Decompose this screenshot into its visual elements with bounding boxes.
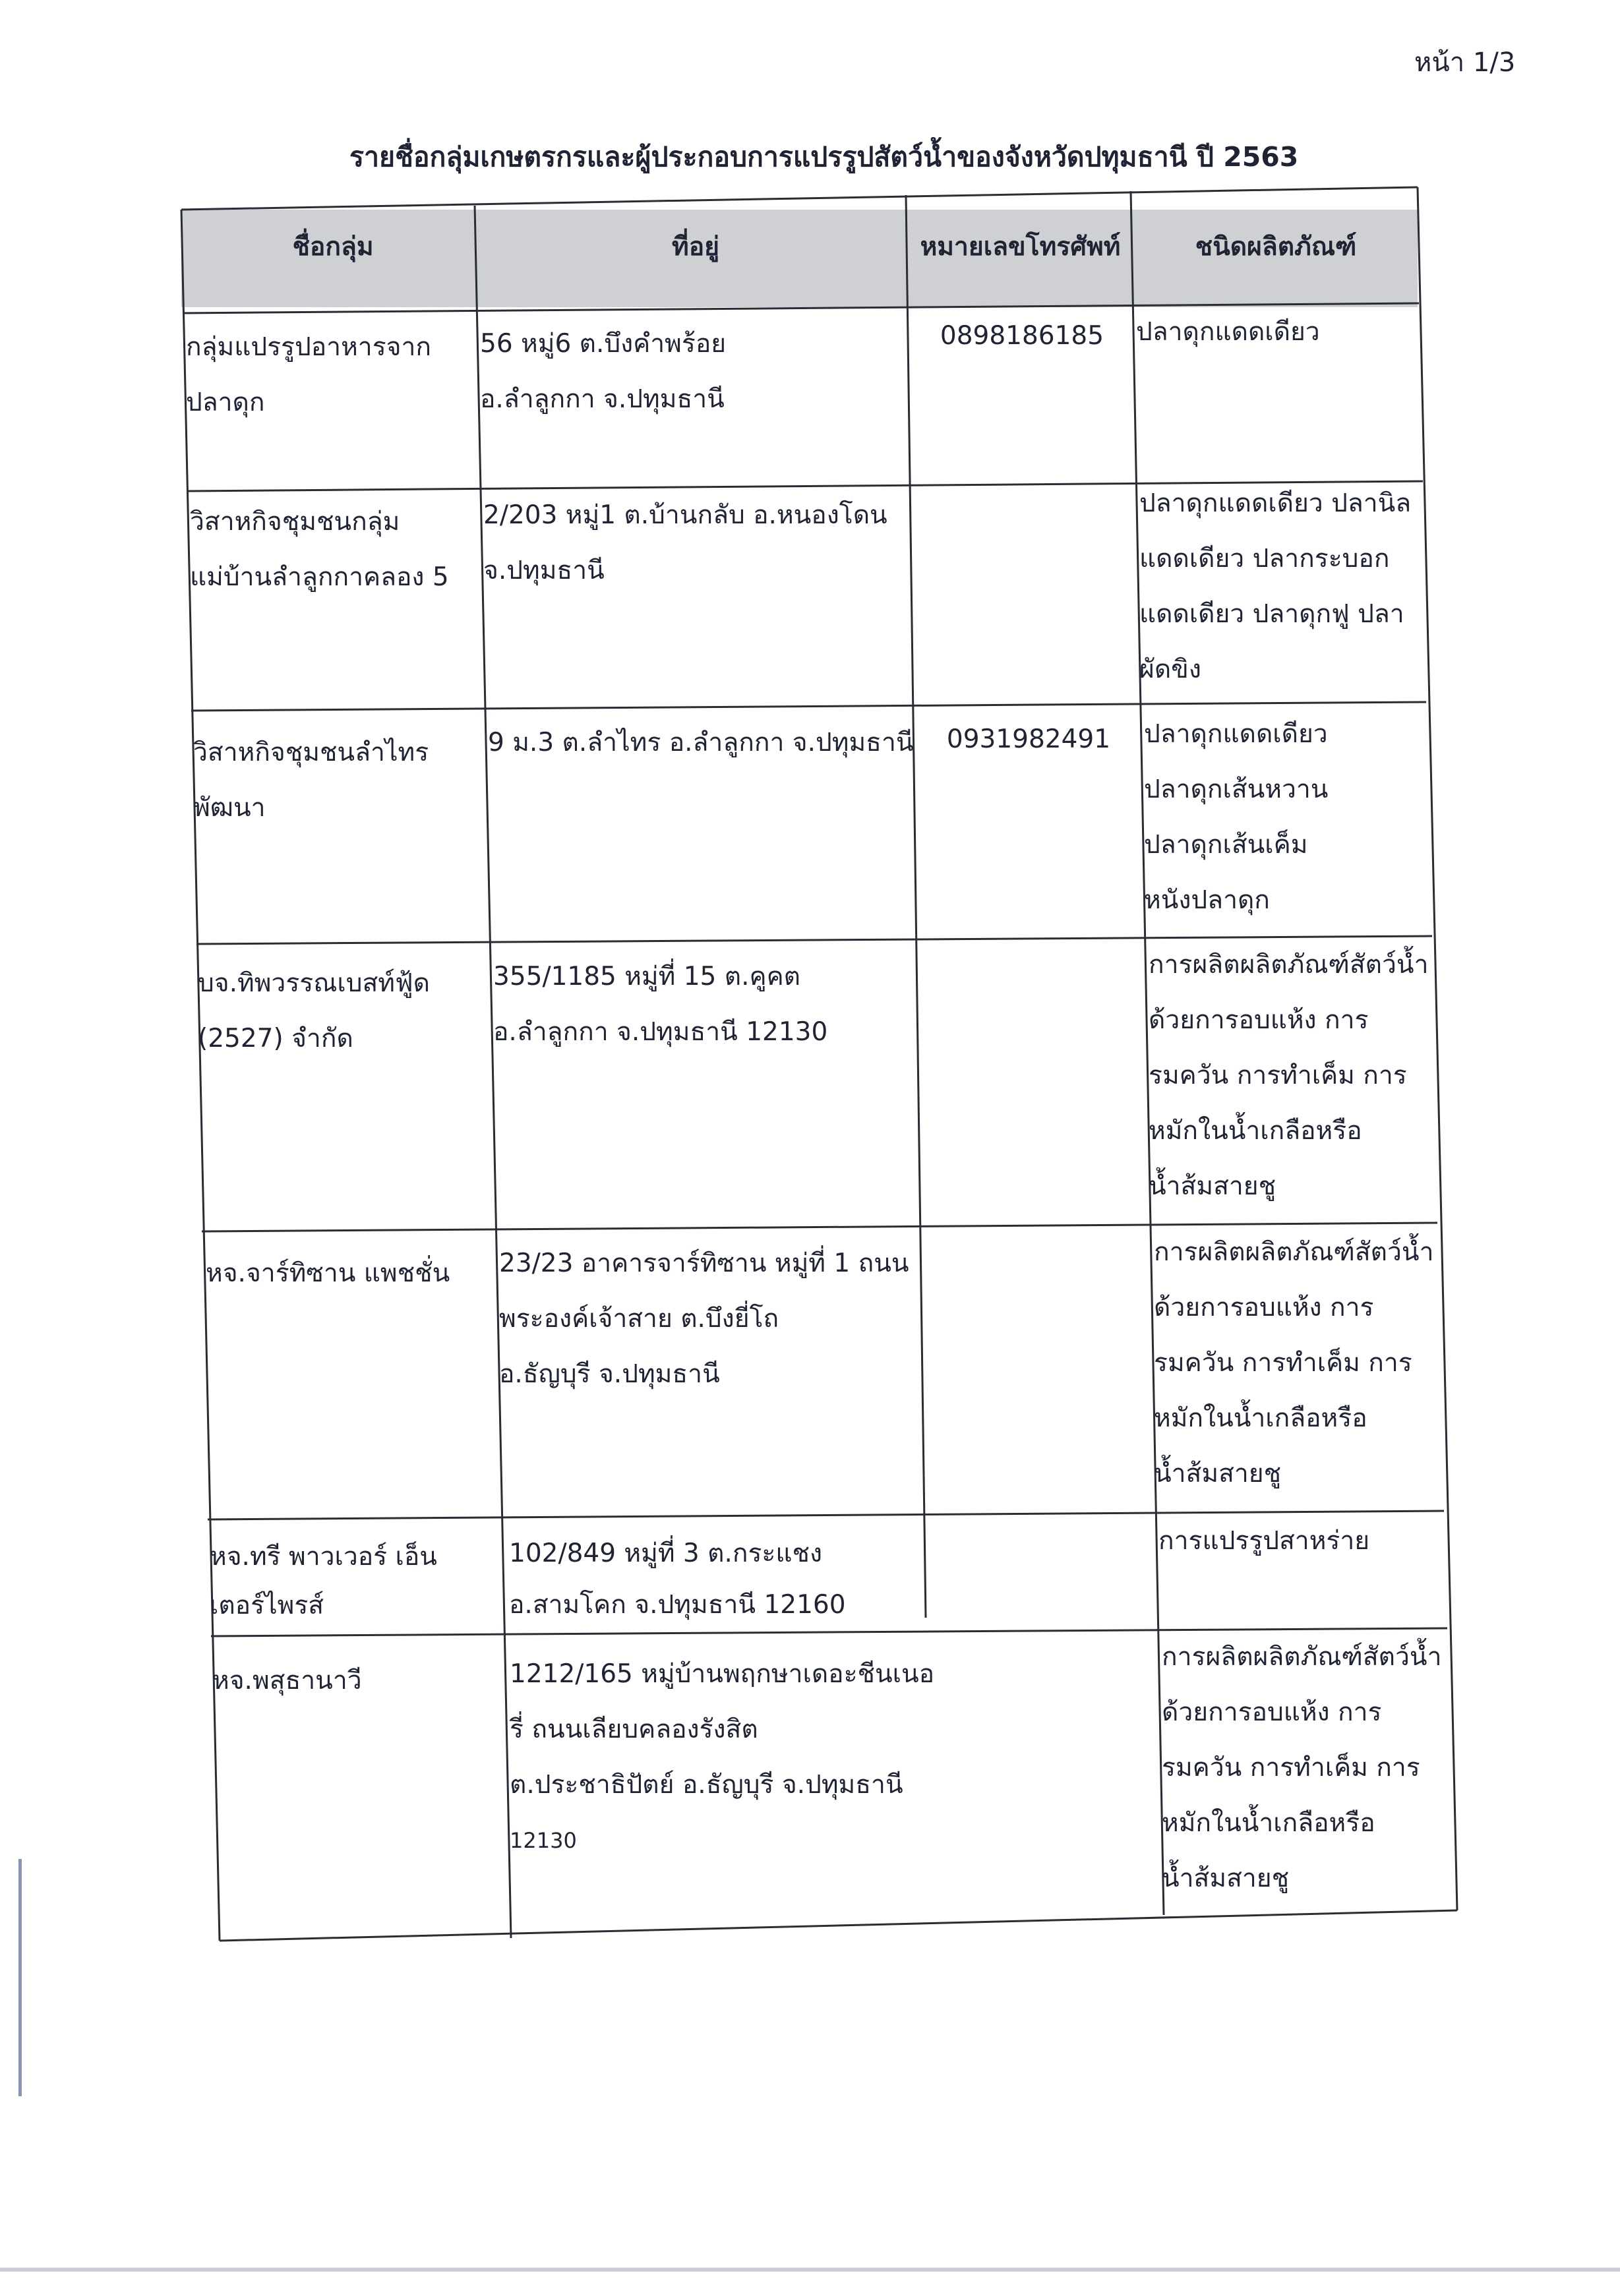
page-number: หน้า 1/3 <box>1414 47 1516 78</box>
table-row-7-products: การผลิตผลิตภัณฑ์สัตว์น้ำ ด้วยการอบแห้ง การ รมควัน การทำเค็ม การ หมักในน้ำเกลือหรือ น้ำส้มสายชู <box>1162 1642 1442 1893</box>
table-row-4-products: การผลิตผลิตภัณฑ์สัตว์น้ำ ด้วยการอบแห้ง การ รมควัน การทำเค็ม การ หมักในน้ำเกลือหรือ น้ำส้มสายชู <box>1149 950 1429 1201</box>
table-row-6-name: หจ.ทรี พาวเวอร์ เอ็น เตอร์ไพรส์ <box>210 1542 437 1620</box>
table-row-2-name: วิสาหกิจชุมชนกลุ่ม แม่บ้านลำลูกกาคลอง 5 <box>190 507 449 592</box>
table-row-1-products: ปลาดุกแดดเดียว <box>1136 317 1320 347</box>
column-separator-1 <box>475 206 511 1938</box>
table-row-7-name: หจ.พสุธานาวี <box>212 1666 362 1695</box>
column-separator-2 <box>906 195 926 1618</box>
table-row-7-address: 1212/165 หมู่บ้านพฤกษาเดอะชีนเนอ รี่ ถนนเลียบคลองรังสิต ต.ประชาธิปัตย์ อ.ธัญบุรี จ.ปทุมธานี 12130 <box>510 1659 935 1853</box>
header-name: ชื่อกลุ่ม <box>292 232 374 262</box>
table-row-3-address: 9 ม.3 ต.ลำไทร อ.ลำลูกกา จ.ปทุมธานี <box>488 728 914 757</box>
table-row-5-name: หจ.จาร์ทิซาน แพชชั่น <box>206 1258 450 1288</box>
table-row-2-address: 2/203 หมู่1 ต.บ้านกลับ อ.หนองโดน จ.ปทุมธานี <box>483 500 887 585</box>
table-row-4-name: บจ.ทิพวรรณเบสท์ฟู้ด (2527) จำกัด <box>198 968 430 1053</box>
header-phone: หมายเลขโทรศัพท์ <box>920 232 1121 262</box>
table-row-2-products: ปลาดุกแดดเดียว ปลานิล แดดเดียว ปลากระบอก แดดเดียว ปลาดุกฟู ปลา ผัดขิง <box>1139 488 1412 684</box>
table-border-top <box>181 187 1418 210</box>
table-border-bottom <box>220 1910 1457 1941</box>
table-row-4-address: 355/1185 หมู่ที่ 15 ต.คูคต อ.ลำลูกกา จ.ปทุมธานี 12130 <box>493 962 828 1047</box>
document-title: รายชื่อกลุ่มเกษตรกรและผู้ประกอบการแปรรูปสัตว์น้ำของจังหวัดปทุมธานี ปี 2563 <box>349 141 1299 173</box>
table-row-3-products: ปลาดุกแดดเดียว ปลาดุกเส้นหวาน ปลาดุกเส้นเค็ม หนังปลาดุก <box>1144 719 1329 915</box>
table-row-6-address: 102/849 หมู่ที่ 3 ต.กระแชง อ.สามโคก จ.ปทุมธานี 12160 <box>509 1539 846 1620</box>
table-row-3-name: วิสาหกิจชุมชนลำไทร พัฒนา <box>193 738 429 823</box>
table-row-1-name: กลุ่มแปรรูปอาหารจาก ปลาดุก <box>186 332 432 417</box>
table-row-3-phone: 0931982491 <box>946 724 1111 754</box>
table-row-1-address: 56 หมู่6 ต.บึงคำพร้อย อ.ลำลูกกา จ.ปทุมธานี <box>480 329 727 414</box>
table-row-1-phone: 0898186185 <box>940 321 1104 351</box>
header-products: ชนิดผลิตภัณฑ์ <box>1195 232 1357 262</box>
table-row-5-address: 23/23 อาคารจาร์ทิซาน หมู่ที่ 1 ถนน พระองค์เจ้าสาย ต.บึงยี่โถ อ.ธัญบุรี จ.ปทุมธานี <box>499 1249 909 1389</box>
table-row-6-products: การแปรรูปสาหร่าย <box>1158 1526 1370 1556</box>
header-address: ที่อยู่ <box>672 232 719 262</box>
table-row-5-products: การผลิตผลิตภัณฑ์สัตว์น้ำ ด้วยการอบแห้ง การ รมควัน การทำเค็ม การ หมักในน้ำเกลือหรือ น้ำส้มสายชู <box>1154 1237 1434 1488</box>
